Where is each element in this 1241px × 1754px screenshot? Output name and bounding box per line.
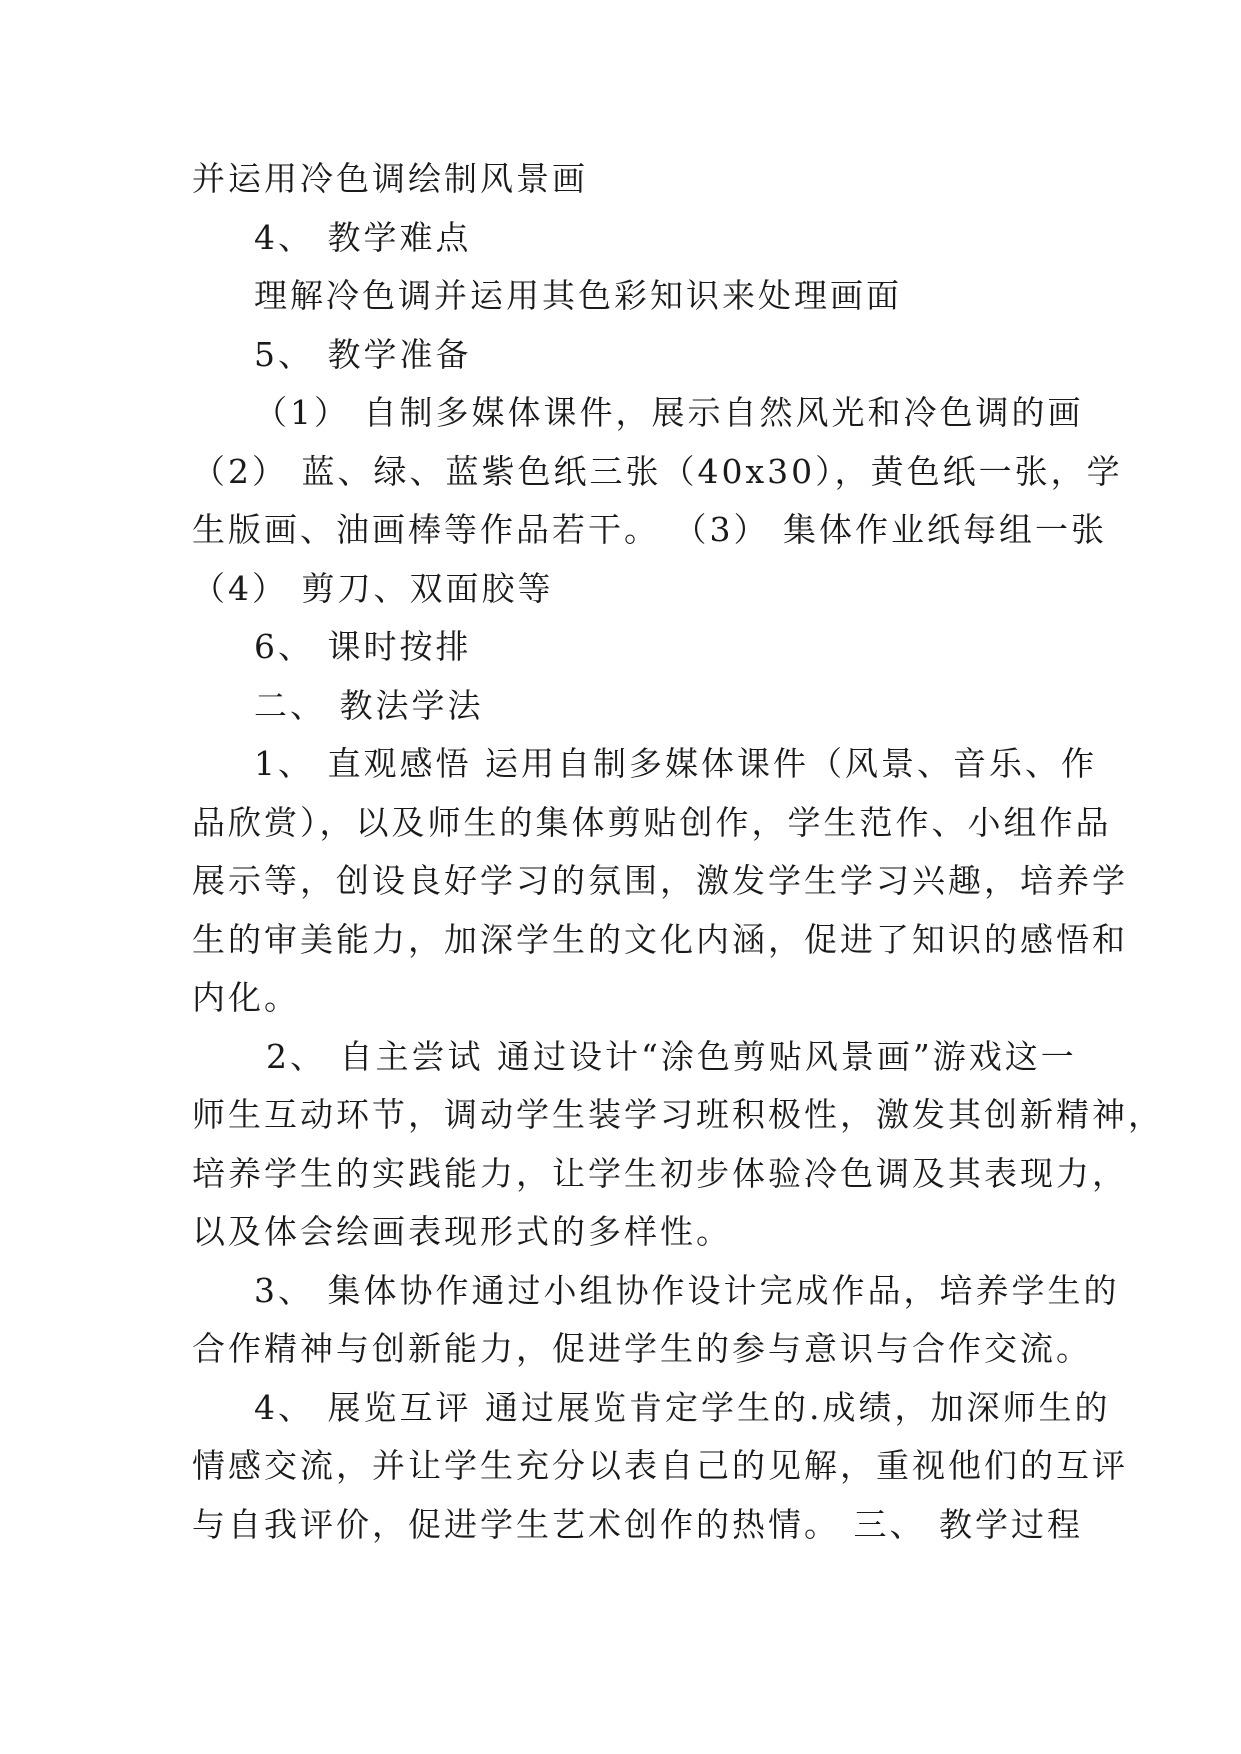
list-item: （2） 蓝、绿、蓝紫色纸三张（40x30），黄色纸一张，学 (192, 451, 1123, 491)
section-heading: 二、 教法学法 (254, 685, 484, 725)
paragraph-start: 2、 自主尝试 通过设计“涂色剪贴风景画”游戏这一 (266, 1036, 1077, 1076)
text-line: 品欣赏），以及师生的集体剪贴创作，学生范作、小组作品 (192, 802, 1112, 842)
text-line: 合作精神与创新能力，促进学生的参与意识与合作交流。 (192, 1329, 1092, 1368)
text-line: 展示等，创设良好学习的氛围，激发学生学习兴趣，培养学 (192, 861, 1128, 900)
text-line: 内化。 (192, 978, 300, 1017)
text-line: 生版画、油画棒等作品若干。 （3） 集体作业纸每组一张 (192, 510, 1107, 549)
text-line: 与自我评价，促进学生艺术创作的热情。 三、 教学过程 (192, 1504, 1083, 1544)
text-line: 理解冷色调并运用其色彩知识来处理画面 (254, 276, 902, 315)
section-heading: 4、 教学难点 (254, 217, 472, 257)
section-heading: 5、 教学准备 (254, 334, 472, 374)
text-line: 生的审美能力，加深学生的文化内涵，促进了知识的感悟和 (192, 919, 1128, 959)
paragraph-start: 1、 直观感悟 运用自制多媒体课件（风景、音乐、作 (254, 744, 1097, 783)
text-line: 培养学生的实践能力，让学生初步体验冷色调及其表现力， (192, 1153, 1128, 1193)
list-item: （4） 剪刀、双面胶等 (192, 568, 554, 608)
text-line: 并运用冷色调绘制风景画 (192, 159, 588, 198)
paragraph-start: 3、 集体协作通过小组协作设计完成作品，培养学生的 (254, 1270, 1120, 1310)
list-item: （1） 自制多媒体课件，展示自然风光和冷色调的画 (254, 393, 1084, 432)
text-line: 师生互动环节，调动学生装学习班积极性，激发其创新精神， (192, 1095, 1164, 1134)
paragraph-start: 4、 展览互评 通过展览肯定学生的.成绩，加深师生的 (254, 1387, 1111, 1427)
document-body (192, 150, 1164, 1554)
text-line: 以及体会绘画表现形式的多样性。 (192, 1212, 732, 1251)
text-line: 情感交流，并让学生充分以表自己的见解，重视他们的互评 (192, 1446, 1128, 1485)
section-heading: 6、 课时按排 (254, 627, 472, 666)
